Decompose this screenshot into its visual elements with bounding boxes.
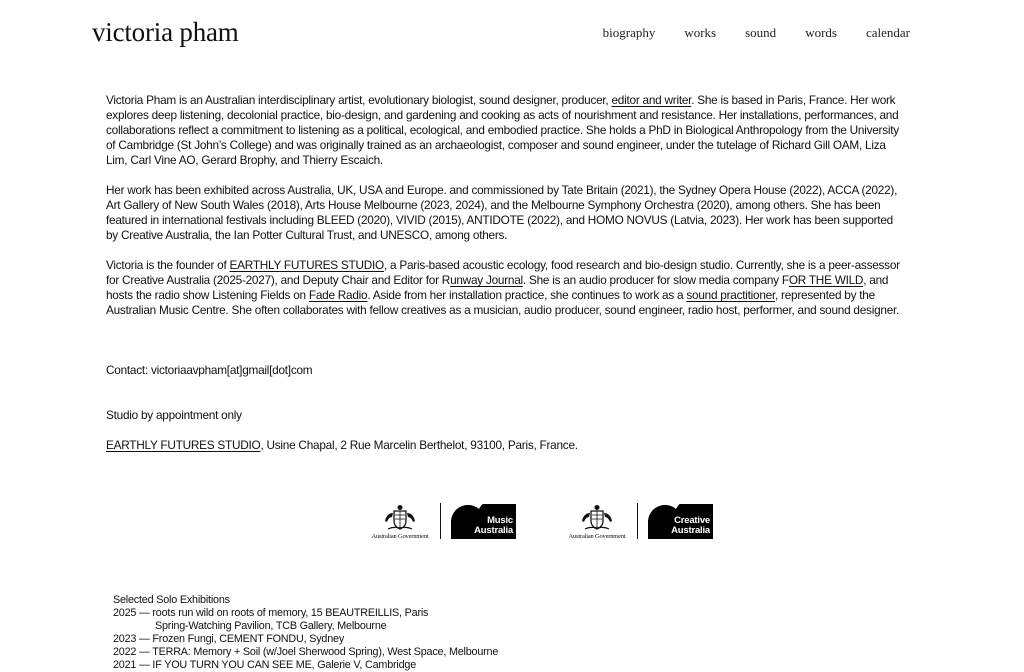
nav-sound[interactable]: sound	[745, 25, 777, 40]
address-text: , Usine Chapal, 2 Rue Marcelin Berthelot, 93100, Paris, France.	[260, 438, 578, 452]
music-australia-logo	[362, 502, 516, 540]
biography-section	[106, 93, 906, 333]
for-the-wild-link[interactable]: OR THE WILD	[788, 273, 864, 287]
bio-text: . She is an audio producer for slow media company F	[522, 273, 789, 287]
bio-text: . Aside from her installation practice, she continues to work as a	[367, 288, 687, 302]
contact-line: Contact: victoriaavpham[at]gmail[dot]com	[106, 363, 313, 377]
creative-australia-logo	[559, 502, 713, 540]
government-caption: Australian Government	[371, 533, 429, 540]
list-item: 2023 — Frozen Fungi, CEMENT FONDU, Sydney	[113, 633, 345, 645]
bio-text: , and hosts the radio show Listening Fields on	[106, 273, 889, 302]
nav-biography[interactable]: biography	[602, 25, 656, 40]
nav-works[interactable]: works	[684, 25, 717, 40]
main-nav	[574, 25, 910, 41]
bio-text: , represented by the Australian Music Centre. She often collaborates with fellow creatives as a musician, audio producer, sound engineer, radio host, performer, and sound designer.	[106, 288, 900, 317]
government-crest	[559, 502, 635, 540]
studio-address	[106, 438, 578, 453]
bio-text: Victoria Pham is an Australian interdisciplinary artist, evolutionary biologist, sound designer, producer,	[106, 93, 612, 107]
exhibitions-heading: Selected Solo Exhibitions	[113, 594, 230, 606]
list-item: Spring-Watching Pavilion, TCB Gallery, Melbourne	[155, 620, 387, 632]
fade-radio-link[interactable]: Fade Radio	[308, 288, 368, 302]
nav-words[interactable]: words	[805, 25, 837, 40]
sound-practitioner-link[interactable]: sound practitioner	[686, 288, 775, 302]
studio-address-link[interactable]: EARTHLY FUTURES STUDIO	[106, 438, 261, 452]
australia-word: Australia	[671, 524, 710, 536]
music-australia-mark-icon	[451, 504, 516, 539]
bio-text: . She is based in Paris, France. Her work explores deep listening, decolonial practice, bio-design, and gardening and cooking as acts of nourishment and resistance. Her installations, performances, and collaborations reflect a commitment to listening as a political, ecological, and embodied practice. She holds a PhD in Biological Anthropology from the University of Cambridge (St John’s College) and was originally trained as an archaeologist, composer and sound engineer, under the tutelage of Richard Gill OAM, Liza Lim, Carl Vine AO, Gerard Brophy, and Thierry Escaich.	[106, 93, 899, 167]
editor-writer-link[interactable]: editor and writer	[611, 93, 692, 107]
government-crest	[362, 502, 438, 540]
logo-divider	[440, 503, 441, 539]
list-item: 2021 — IF YOU TURN YOU CAN SEE ME, Galerie V, Cambridge	[113, 659, 417, 671]
earthly-futures-link[interactable]: EARTHLY FUTURES STUDIO	[229, 258, 384, 272]
coat-of-arms-icon	[382, 504, 418, 532]
list-item: 2022 — TERRA: Memory + Soil (w/Joel Sherwood Spring), West Space, Melbourne	[113, 646, 499, 658]
logo-divider	[637, 503, 638, 539]
bio-paragraph-2: Her work has been exhibited across Australia, UK, USA and Europe. and commissioned by Tate Britain (2021), the Sydney Opera House (2022), ACCA (2022), Art Gallery of New South Wales (2018), Arts House Melbourne (2023, 2024), and the Melbourne Symphony Orchestra (2020), among others. She has been featured in international festivals including BLEED (2020), VIVID (2015), ANTIDOTE (2022), and HOMO NOVUS (Latvia, 2023). Her work has been supported by Creative Australia, the Ian Potter Cultural Trust, and UNESCO, among others.	[106, 183, 898, 242]
bio-text: Victoria is the founder of	[106, 258, 230, 272]
studio-appointment-note: Studio by appointment only	[106, 408, 242, 422]
bio-paragraph-3	[106, 258, 906, 318]
nav-calendar[interactable]: calendar	[865, 25, 910, 40]
site-title-link[interactable]: victoria pham	[92, 17, 239, 47]
music-word: Music	[487, 514, 513, 526]
list-item: 2025 — roots run wild on roots of memory, 15 BEAUTREILLIS, Paris	[113, 607, 429, 619]
bio-paragraph-1	[106, 93, 906, 168]
creative-australia-mark-icon	[648, 504, 713, 539]
bio-text: , a Paris-based acoustic ecology, food research and bio-design studio. Currently, she is a peer-assessor for Creative Australia (2025-2027), and Deputy Chair and Editor for R	[106, 258, 900, 287]
creative-word: Creative	[674, 514, 710, 526]
coat-of-arms-icon	[579, 504, 615, 532]
runway-journal-link[interactable]: unway Journal	[450, 273, 523, 287]
solo-exhibitions-list	[113, 594, 498, 672]
government-caption: Australian Government	[568, 533, 626, 540]
australia-word: Australia	[474, 524, 513, 536]
